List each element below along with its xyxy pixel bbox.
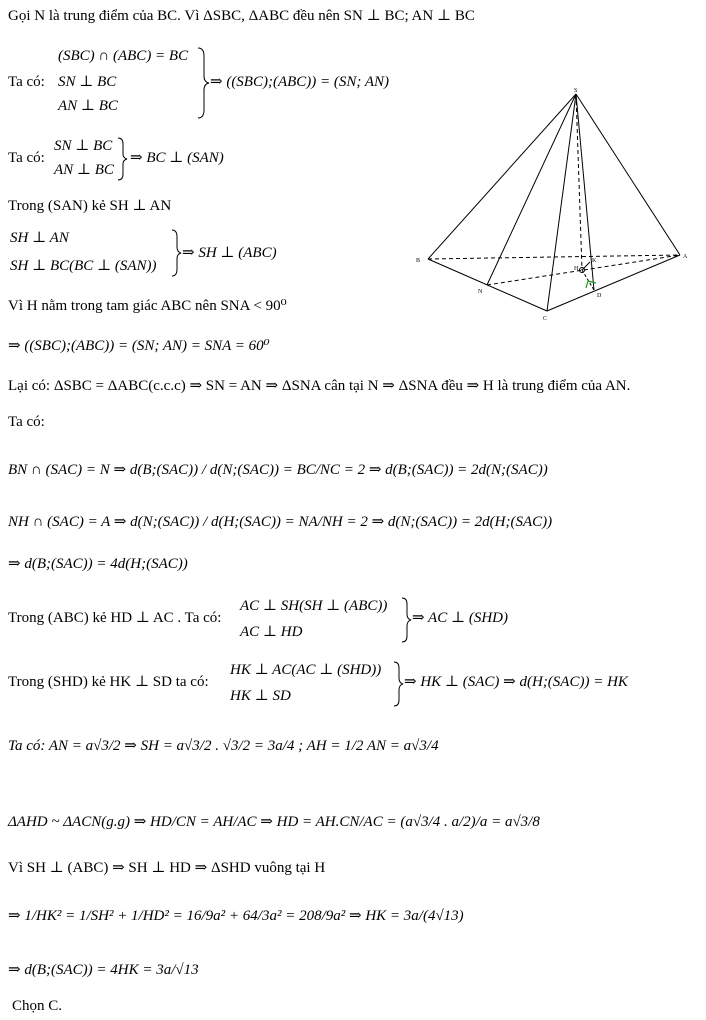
brace-4 xyxy=(400,596,412,644)
segment-sh xyxy=(576,94,582,270)
edge-sb xyxy=(428,94,576,259)
condition-sn-bc-2: SN ⊥ BC xyxy=(54,138,113,154)
construct-sh: Trong (SAN) kẻ SH ⊥ AN xyxy=(8,198,172,214)
condition-ac-hd: AC ⊥ HD xyxy=(240,624,303,640)
label-c: C xyxy=(543,316,548,322)
label-s: S xyxy=(574,88,578,94)
condition-sh-an: SH ⊥ AN xyxy=(10,230,69,246)
distance-ratio-n-h: NH ∩ (SAC) = A ⇒ d(N;(SAC)) / d(H;(SAC)) = NA/NH = 2 ⇒ d(N;(SAC)) = 2d(H;(SAC)) xyxy=(8,514,553,530)
similar-triangles-hd: ΔAHD ~ ΔACN(g.g) ⇒ HD/CN = AH/AC ⇒ HD = AH.CN/AC = (a√3/4 . a/2)/a = a√3/8 xyxy=(8,814,540,830)
triangle-equal-line: Lại có: ΔSBC = ΔABC(c.c.c) ⇒ SN = AN ⇒ ΔSNA cân tại N ⇒ ΔSNA đều ⇒ H là trung điểm của AN. xyxy=(8,378,631,394)
label-ta-co-1: Ta có: xyxy=(8,74,45,90)
distance-b-h: ⇒ d(B;(SAC)) = 4d(H;(SAC)) xyxy=(8,556,188,572)
construct-hd: Trong (ABC) kẻ HD ⊥ AC . Ta có: xyxy=(8,610,222,626)
brace-1 xyxy=(196,46,210,120)
result-bc-san: ⇒ BC ⊥ (SAN) xyxy=(130,150,224,166)
condition-an-bc-2: AN ⊥ BC xyxy=(54,162,114,178)
answer-choice: Chọn C. xyxy=(12,998,63,1014)
intro-line: Gọi N là trung điểm của BC. Vì ΔSBC, ΔABC đều nên SN ⊥ BC; AN ⊥ BC xyxy=(8,8,475,24)
distance-ratio-b-n: BN ∩ (SAC) = N ⇒ d(B;(SAC)) / d(N;(SAC)) = BC/NC = 2 ⇒ d(B;(SAC)) = 2d(N;(SAC)) xyxy=(8,462,548,478)
brace-5 xyxy=(392,660,404,708)
label-k: K xyxy=(592,258,597,264)
pyramid-figure xyxy=(410,84,700,328)
condition-intersection: (SBC) ∩ (ABC) = BC xyxy=(58,48,189,64)
condition-hk-ac: HK ⊥ AC(AC ⊥ (SHD)) xyxy=(230,662,382,678)
result-sh-abc: ⇒ SH ⊥ (ABC) xyxy=(182,245,277,261)
segment-sn xyxy=(487,94,576,285)
segment-hk xyxy=(582,262,590,270)
condition-sn-bc: SN ⊥ BC xyxy=(58,74,117,90)
result-ac-shd: ⇒ AC ⊥ (SHD) xyxy=(412,610,508,626)
angle-result: ⇒ ((SBC);(ABC)) = (SN; AN) = SNA = 60⁰ xyxy=(8,338,270,354)
result-angle-1: ⇒ ((SBC);(ABC)) = (SN; AN) xyxy=(210,74,390,90)
right-triangle-shd: Vì SH ⊥ (ABC) ⇒ SH ⊥ HD ⇒ ΔSHD vuông tại H xyxy=(8,860,326,876)
angle-condition: Vì H nằm trong tam giác ABC nên SNA < 90⁰ xyxy=(8,298,287,314)
condition-hk-sd: HK ⊥ SD xyxy=(230,688,291,704)
label-ta-co-3: Ta có: xyxy=(8,414,45,430)
label-ta-co-2: Ta có: xyxy=(8,150,45,166)
edge-sc xyxy=(547,94,576,311)
segment-na xyxy=(487,255,680,285)
edge-sa xyxy=(576,94,680,255)
label-h: H xyxy=(574,266,579,272)
hk-computation: ⇒ 1/HK² = 1/SH² + 1/HD² = 16/9a² + 64/3a² = 208/9a² ⇒ HK = 3a/(4√13) xyxy=(8,908,464,924)
condition-an-bc: AN ⊥ BC xyxy=(58,98,118,114)
lengths-an-sh-ah: Ta có: AN = a√3/2 ⇒ SH = a√3/2 . √3/2 = 3a/4 ; AH = 1/2 AN = a√3/4 xyxy=(8,738,439,754)
condition-sh-bc: SH ⊥ BC(BC ⊥ (SAN)) xyxy=(10,258,157,274)
label-n: N xyxy=(478,289,483,295)
label-b: B xyxy=(416,258,421,264)
label-a: A xyxy=(683,254,688,260)
brace-3 xyxy=(170,228,182,278)
label-d: D xyxy=(597,293,602,299)
edge-ca xyxy=(547,255,680,311)
final-distance: ⇒ d(B;(SAC)) = 4HK = 3a/√13 xyxy=(8,962,199,978)
condition-ac-sh: AC ⊥ SH(SH ⊥ (ABC)) xyxy=(240,598,388,614)
result-hk-sac: ⇒ HK ⊥ (SAC) ⇒ d(H;(SAC)) = HK xyxy=(404,674,628,690)
construct-hk: Trong (SHD) kẻ HK ⊥ SD ta có: xyxy=(8,674,209,690)
brace-2 xyxy=(116,136,128,182)
